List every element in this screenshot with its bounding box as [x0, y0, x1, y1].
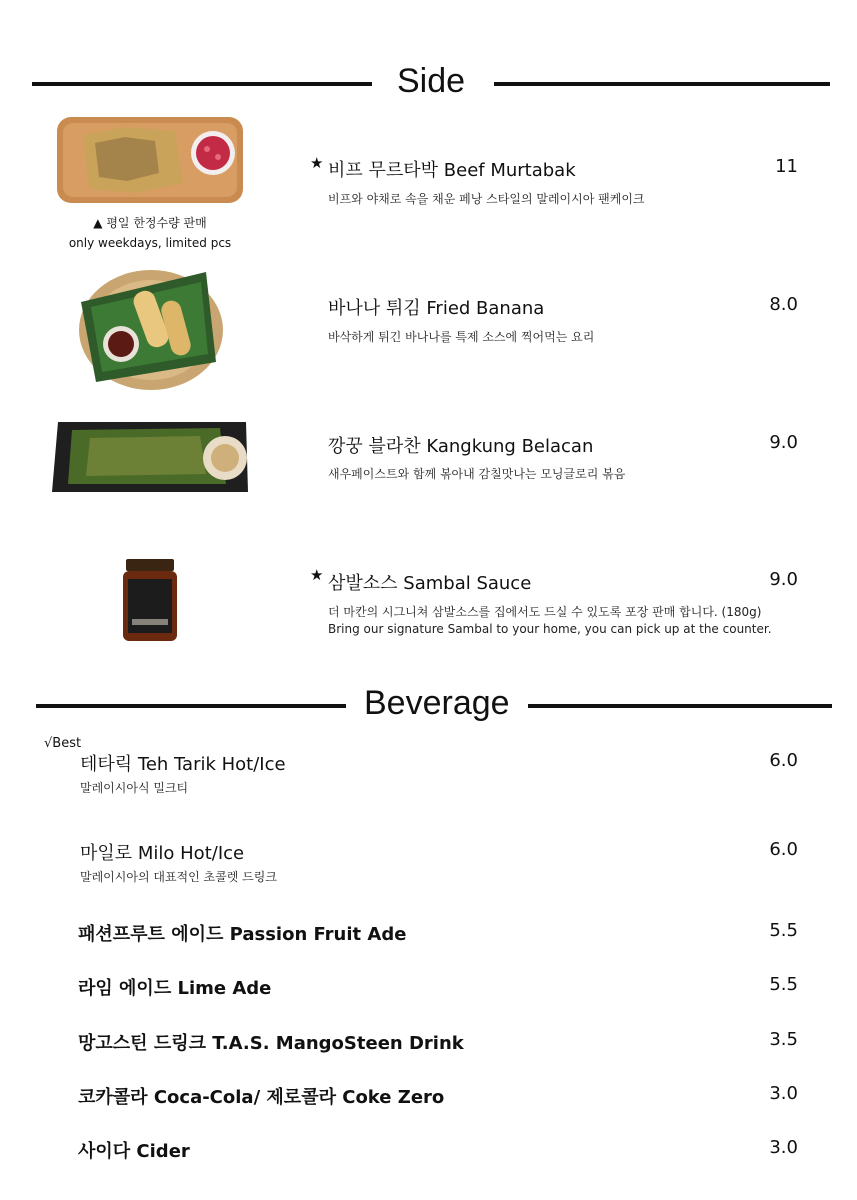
beverage-rule-left [36, 704, 346, 708]
mangosteen-drink-price: 3.5 [769, 1029, 798, 1050]
beef-murtabak-image [55, 113, 245, 208]
beverage-rule-right [528, 704, 832, 708]
coca-cola-name: 코카콜라 Coca-Cola/ 제로콜라 Coke Zero [78, 1087, 445, 1108]
passion-fruit-ade-price: 5.5 [769, 920, 798, 941]
lime-ade-price: 5.5 [769, 974, 798, 995]
milo-name: 마일로 Milo Hot/Ice [80, 843, 245, 864]
kangkung-belacan-name: 깡꿍 블라찬 Kangkung Belacan [328, 436, 594, 457]
milo-price: 6.0 [769, 839, 798, 860]
teh-tarik-desc: 말레이시아식 밀크티 [80, 781, 189, 795]
cider-price: 3.0 [769, 1137, 798, 1158]
teh-tarik-price: 6.0 [769, 750, 798, 771]
side-rule-right [494, 82, 830, 86]
lime-ade-name: 라임 에이드 Lime Ade [78, 978, 272, 999]
mangosteen-drink-name: 망고스틴 드링크 T.A.S. MangoSteen Drink [78, 1033, 464, 1054]
caption-line-2: only weekdays, limited pcs [68, 236, 232, 250]
side-title: Side [397, 62, 466, 100]
milo-desc: 말레이시아의 대표적인 초콜렛 드링크 [80, 870, 277, 884]
beef-murtabak-price: 11 [775, 156, 798, 177]
kangkung-belacan-image [50, 418, 250, 496]
murtabak-caption [50, 213, 250, 253]
signature-star-icon: ★ [310, 154, 324, 172]
caption-line-1: ▲ 평일 한정수량 판매 [93, 216, 207, 230]
side-rule-left [32, 82, 372, 86]
coca-cola-price: 3.0 [769, 1083, 798, 1104]
beef-murtabak-desc: 비프와 야채로 속을 채운 페낭 스타일의 말레이시아 팬케이크 [328, 192, 645, 206]
signature-star-icon: ★ [310, 566, 324, 584]
fried-banana-image [76, 262, 226, 392]
teh-tarik-name: 테타릭 Teh Tarik Hot/Ice [80, 754, 286, 775]
beef-murtabak-name: 비프 무르타박 Beef Murtabak [328, 160, 576, 181]
sambal-sauce-jar-image [120, 557, 180, 643]
best-badge: √Best [44, 736, 82, 751]
kangkung-belacan-price: 9.0 [769, 432, 798, 453]
cider-name: 사이다 Cider [78, 1141, 190, 1162]
passion-fruit-ade-name: 패션프루트 에이드 Passion Fruit Ade [78, 924, 407, 945]
beverage-title: Beverage [364, 684, 510, 722]
sambal-sauce-price: 9.0 [769, 569, 798, 590]
fried-banana-price: 8.0 [769, 294, 798, 315]
sambal-sauce-name: 삼발소스 Sambal Sauce [328, 573, 532, 594]
kangkung-belacan-desc: 새우페이스트와 함께 볶아내 감칠맛나는 모닝글로리 볶음 [328, 467, 626, 481]
fried-banana-desc: 바삭하게 튀긴 바나나를 특제 소스에 찍어먹는 요리 [328, 330, 595, 344]
sambal-sauce-desc: 더 마칸의 시그니쳐 삼발소스를 집에서도 드실 수 있도록 포장 판매 합니다. (180g) [328, 605, 762, 619]
sambal-sauce-desc-en: Bring our signature Sambal to your home, you can pick up at the counter. [328, 622, 772, 636]
fried-banana-name: 바나나 튀김 Fried Banana [328, 298, 545, 319]
